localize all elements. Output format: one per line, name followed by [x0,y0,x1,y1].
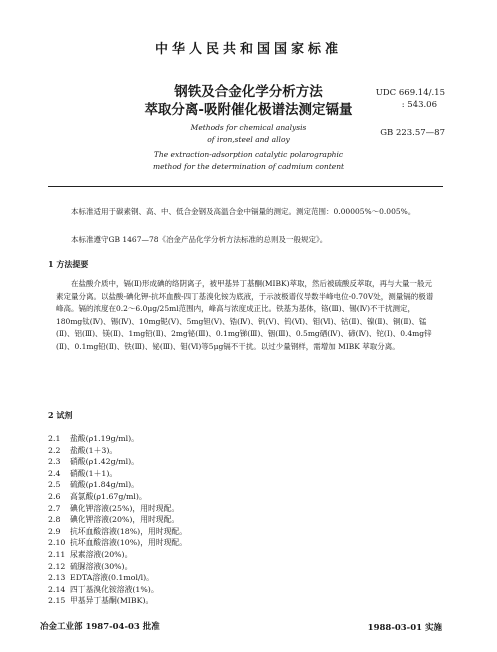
reagent-item [48,503,179,514]
reagent-number: 2.8 [48,515,61,525]
section-2-heading: 2 试剂 [48,410,73,420]
reagent-text: 碘化钾溶液(20%)，用时现配。 [70,515,180,525]
reagent-number: 2.14 [48,584,66,594]
reagent-text: EDTA溶液(0.1mol/l)。 [70,573,154,583]
reagent-number: 2.7 [48,503,61,513]
reagent-text: 四丁基溴化铵溶液(1%)。 [70,584,159,594]
reagent-text: 碘化钾溶液(25%)，用时现配。 [70,503,180,513]
reagent-number: 2.11 [48,550,66,559]
reagent-text: 抗坏血酸溶液(18%)，用时现配。 [70,526,187,536]
reagent-item [48,572,154,583]
scope-paragraph: 本标准适用于碳素钢、高、中、低合金钢及高温合金中镉量的测定。测定范围：0.00005%～0.005%。 [71,207,416,216]
reagent-item [48,537,187,548]
reagent-item [48,445,117,456]
reagent-item [48,514,179,525]
reagent-text: 盐酸(1＋3)。 [70,445,118,455]
section-1-heading: 1 方法提要 [48,259,89,269]
reagent-number: 2.12 [48,561,66,571]
reagent-item [48,433,139,444]
reagent-text: 高氯酸(ρ1.67g/ml)。 [70,492,147,501]
english-title-line-1: Methods for chemical analysis [190,123,307,132]
reagent-item [48,549,132,560]
reagent-item [48,491,147,502]
english-title-line-3: The extraction-adsorption catalytic polarographic [153,150,344,159]
section-1-body: 在盐酸介质中，镉(Ⅱ)形成碘的络阴离子，被甲基异丁基酮(MIBK)萃取，然后被硫酸反萃取，再与大量一般元素定量分离。以盐酸-碘化钾-抗坏血酸-四丁基溴化铵为底液，于示波极谱仪导数半峰电位-0.70V处，测量镉的极谱峰高。镉的浓度在0.2～6.0μg/25ml范围内，峰高与浓度成正比。铁基为基体，铬(Ⅲ)、锡(Ⅳ)不干扰测定，180mg钛(Ⅳ)、锡(Ⅳ)、10mg铌(Ⅴ)、5mg钽(Ⅴ)、锆(Ⅳ)、钒(Ⅴ)、钨(Ⅵ)、钼(Ⅵ)、钴(Ⅱ)、镍(Ⅱ)、铜(Ⅱ)、锰(Ⅱ)、铝(Ⅲ)、镁(Ⅱ)、1mg铅(Ⅱ)、2mg铋(Ⅲ)、0.1mg锑(Ⅲ)、铟(Ⅲ)、0.5mg硒(Ⅳ)、碲(Ⅳ)、铊(Ⅰ)、0.4mg锌(Ⅱ)、0.1mg铅(Ⅱ)、铁(Ⅲ)、铋(Ⅲ)、钼(Ⅵ)等5μg镉不干扰。以过少量钢样，需增加 MIBK 萃取分离。 [56,279,434,351]
compliance-paragraph: 本标准遵守GB 1467—78《冶金产品化学分析方法标准的总则及一般规定》。 [71,235,328,244]
header-divider [48,186,443,187]
gb-standard-number: GB 223.57—87 [380,128,445,138]
english-title-line-2: of iron,steel and alloy [207,135,290,144]
reagent-item [48,595,153,606]
reagent-item [48,479,139,490]
reagent-text: 硝酸(ρ1.42g/ml)。 [70,457,139,467]
reagent-item [48,468,117,479]
reagent-text: 尿素溶液(20%)。 [70,550,133,559]
reagent-number: 2.5 [48,480,61,490]
reagent-text: 甲基异丁基酮(MIBK)。 [70,596,154,606]
reagent-text: 硫脲溶液(30%)。 [70,561,133,571]
udc-code-continued: : 543.06 [401,100,437,110]
approval-date: 冶金工业部 1987-04-03 批准 [40,622,160,632]
document-title-line-2: 萃取分离-吸附催化极谱法测定镉量 [144,102,353,118]
reagent-number: 2.9 [48,526,61,536]
reagent-number: 2.13 [48,573,66,583]
document-title-line-1: 钢铁及合金化学分析方法 [174,84,323,100]
reagent-item [48,561,132,572]
implementation-date: 1988-03-01 实施 [367,623,442,633]
reagent-number: 2.2 [48,445,61,455]
udc-code: UDC 669.14/.15 [375,88,445,98]
reagent-number: 2.15 [48,596,66,606]
reagent-item [48,456,139,467]
reagent-text: 盐酸(ρ1.19g/ml)。 [70,434,139,443]
reagent-item [48,584,159,595]
reagent-number: 2.6 [48,492,61,501]
reagent-number: 2.3 [48,457,61,467]
reagent-number: 2.1 [48,434,61,443]
reagent-text: 硝酸(1＋1)。 [70,468,118,478]
reagent-text: 抗坏血酸溶液(10%)，用时现配。 [70,538,187,548]
reagent-number: 2.10 [48,538,66,548]
reagent-item [48,526,187,537]
reagent-text: 硫酸(ρ1.84g/ml)。 [70,480,139,490]
standard-header: 中华人民共和国国家标准 [154,42,342,57]
reagent-number: 2.4 [48,468,61,478]
english-title-line-4: method for the determination of cadmium content [152,162,345,171]
